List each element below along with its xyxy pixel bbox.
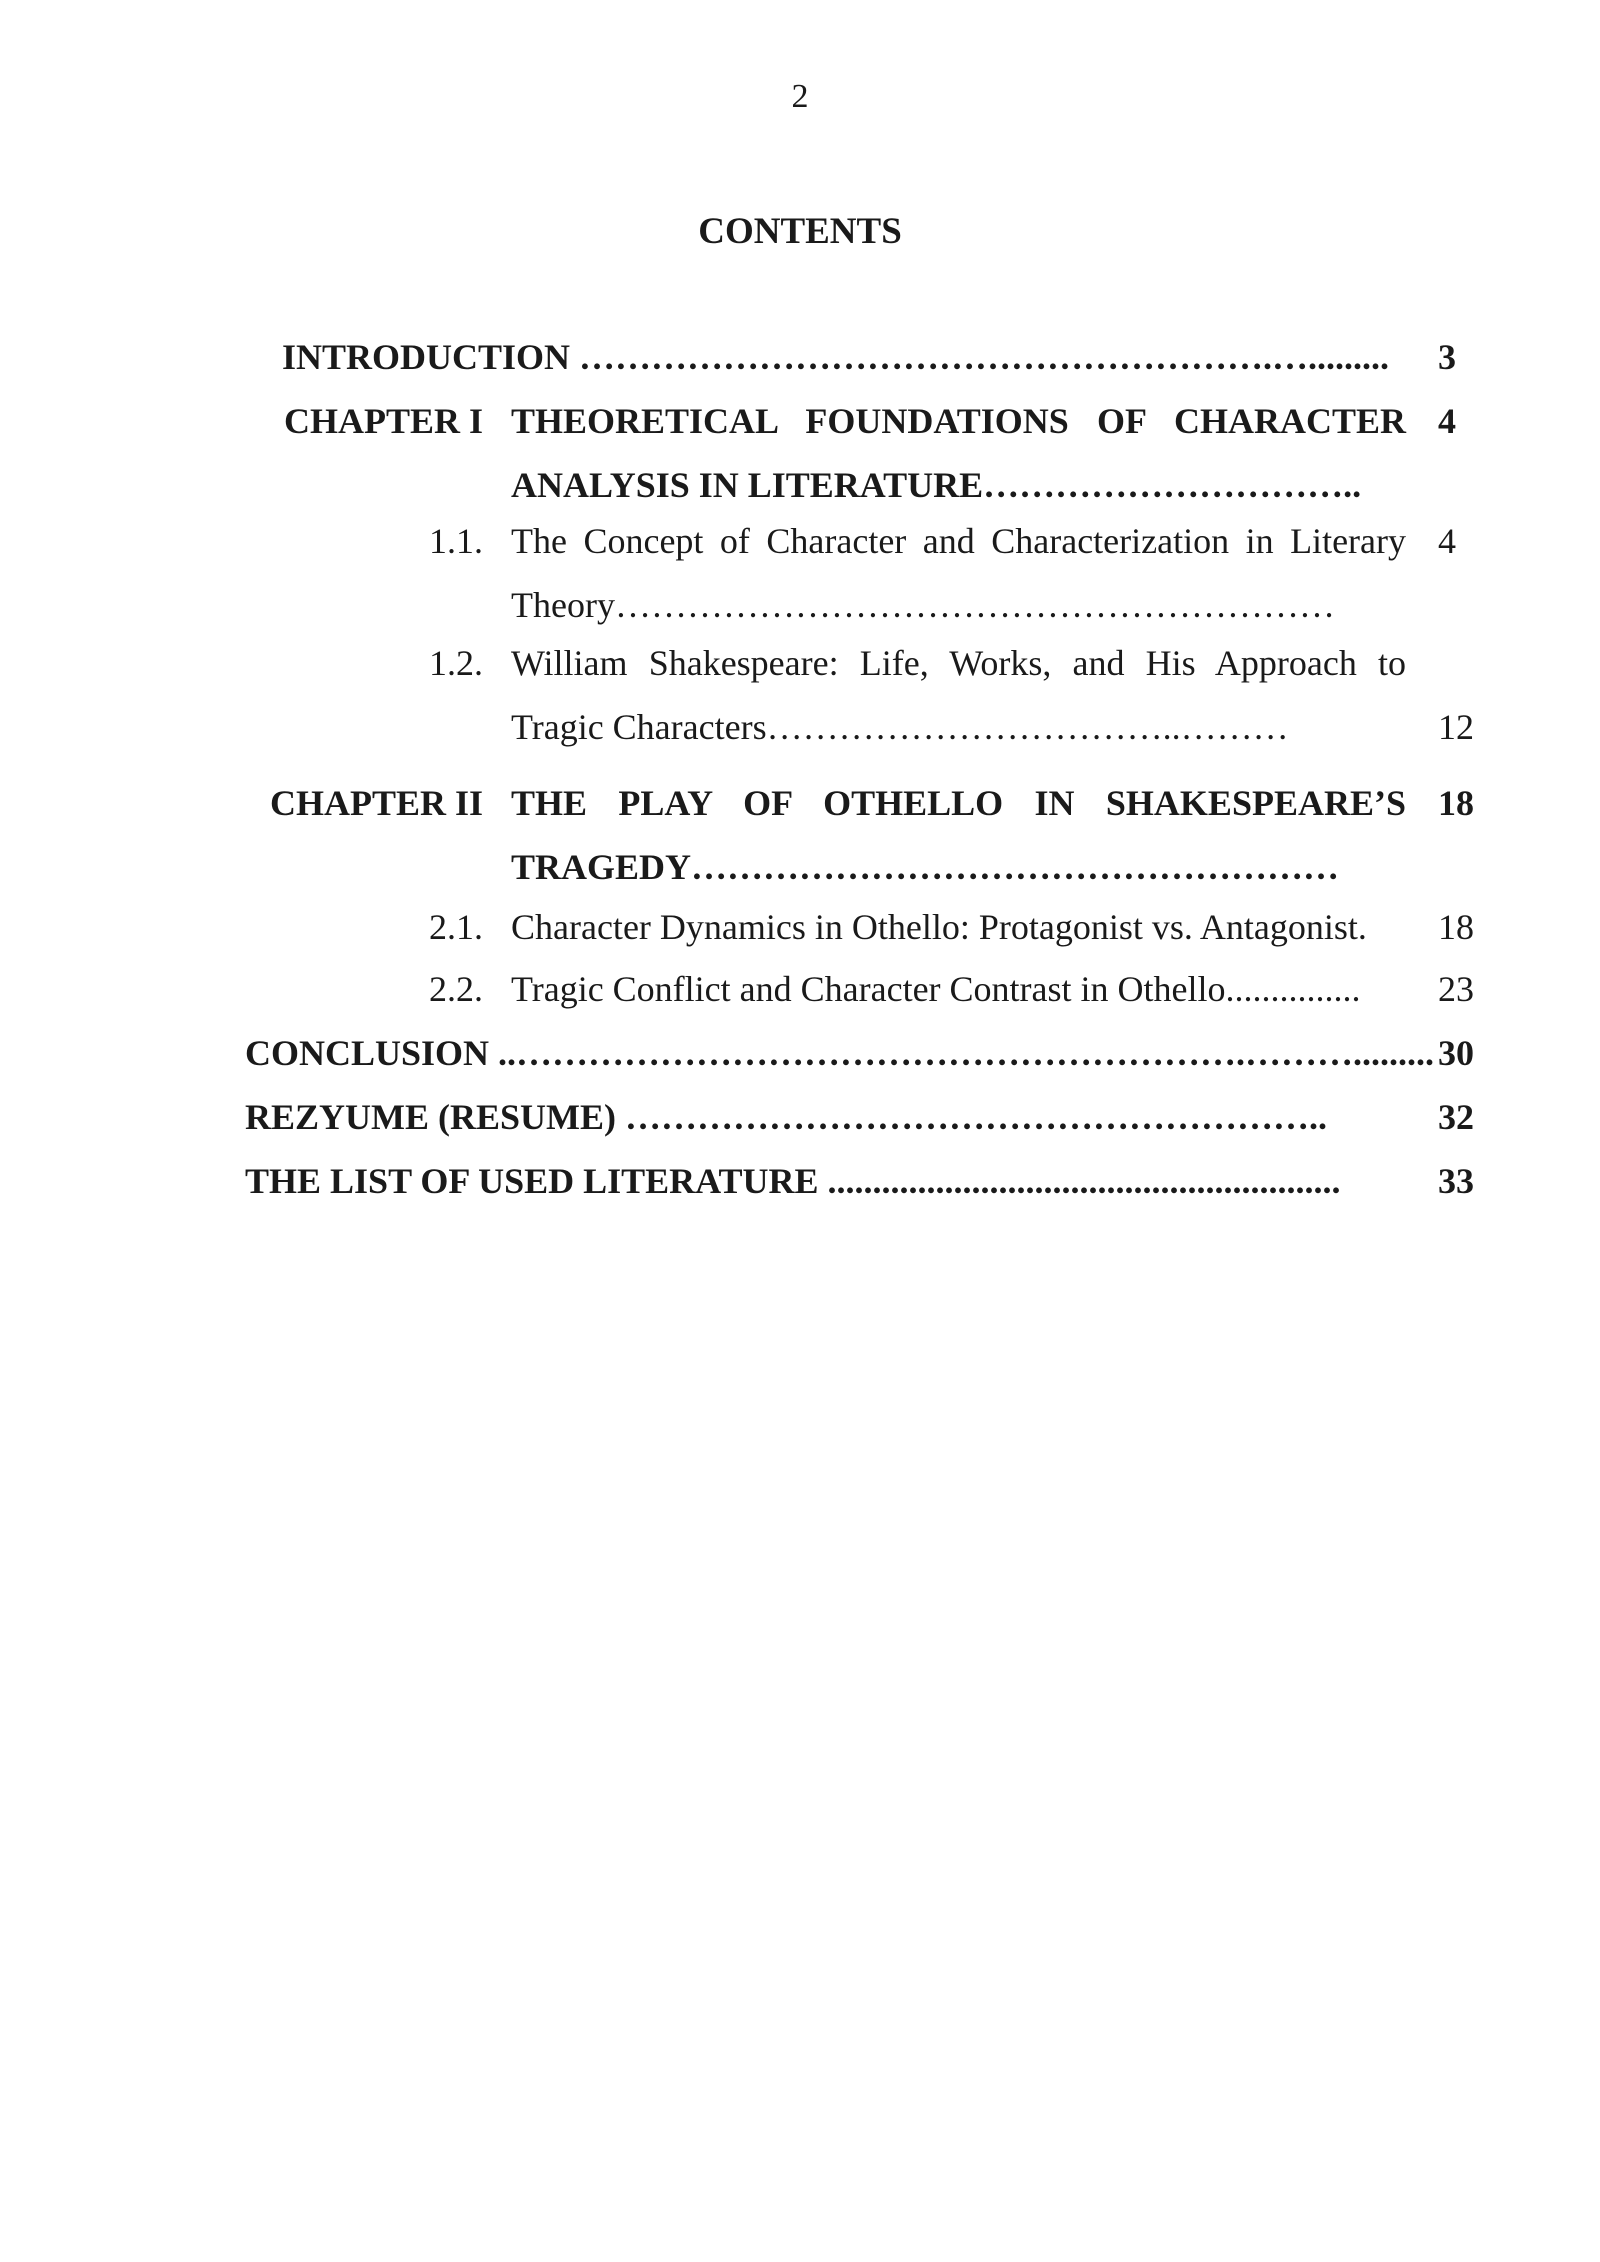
toc-section-number: 2.1.	[429, 907, 483, 947]
toc-entry-title: INTRODUCTION ………………………………………………….….........	[282, 337, 1390, 377]
toc-page-number: 4	[1438, 521, 1456, 561]
toc-page-number: 4	[1438, 401, 1456, 441]
toc-entry-chapter-2[interactable]	[0, 771, 1600, 899]
toc-page-number: 32	[1438, 1097, 1474, 1137]
toc-entry-title: REZYUME (RESUME) …………………………………………………..	[245, 1097, 1328, 1137]
toc-page-number: 23	[1438, 969, 1474, 1009]
toc-entry-section-1-1[interactable]	[0, 509, 1600, 637]
toc-page-number: 30	[1438, 1033, 1474, 1073]
toc-entry-title: THE PLAY OF OTHELLO IN SHAKESPEARE’S TRAGEDY………………………………………………	[511, 783, 1406, 887]
toc-section-number: 1.1.	[429, 521, 483, 561]
toc-chapter-number: CHAPTER I	[283, 401, 483, 441]
toc-page-number: 33	[1438, 1161, 1474, 1201]
toc-entry-title: Tragic Conflict and Character Contrast in Othello...............	[511, 969, 1361, 1009]
toc-entry-title: THE LIST OF USED LITERATURE .........................................................	[245, 1161, 1341, 1201]
page-number: 2	[791, 78, 809, 115]
toc-chapter-number: CHAPTER II	[269, 783, 483, 823]
toc-entry-section-2-2[interactable]	[0, 957, 1600, 1021]
toc-page-number: 3	[1438, 337, 1456, 377]
toc-entry-title: The Concept of Character and Characterization in Literary Theory……………………………………………………	[511, 521, 1406, 625]
toc-entry-conclusion[interactable]	[0, 1021, 1600, 1085]
toc-entry-chapter-1[interactable]	[0, 389, 1600, 517]
toc-page-number: 12	[1438, 707, 1474, 747]
toc-page-number: 18	[1438, 907, 1474, 947]
toc-section-number: 1.2.	[429, 643, 483, 683]
toc-entry-section-1-2[interactable]	[0, 631, 1600, 759]
toc-entry-section-2-1[interactable]	[0, 895, 1600, 959]
toc-entry-title: Character Dynamics in Othello: Protagonist vs. Antagonist.	[511, 907, 1367, 947]
page-title: CONTENTS	[698, 211, 902, 252]
toc-entry-title: THEORETICAL FOUNDATIONS OF CHARACTER ANALYSIS IN LITERATURE…………………………..	[511, 401, 1406, 505]
toc-entry-literature[interactable]	[0, 1149, 1600, 1213]
toc-page-number: 18	[1438, 783, 1474, 823]
toc-entry-title: William Shakespeare: Life, Works, and His Approach to Tragic Characters……………………………..………	[511, 643, 1406, 747]
toc-entry-rezyume[interactable]	[0, 1085, 1600, 1149]
toc-entry-title: CONCLUSION ..…………………………………………………….……….........	[245, 1033, 1435, 1073]
table-of-contents	[0, 325, 1600, 1213]
toc-section-number: 2.2.	[429, 969, 483, 1009]
toc-entry-introduction[interactable]	[0, 325, 1600, 389]
